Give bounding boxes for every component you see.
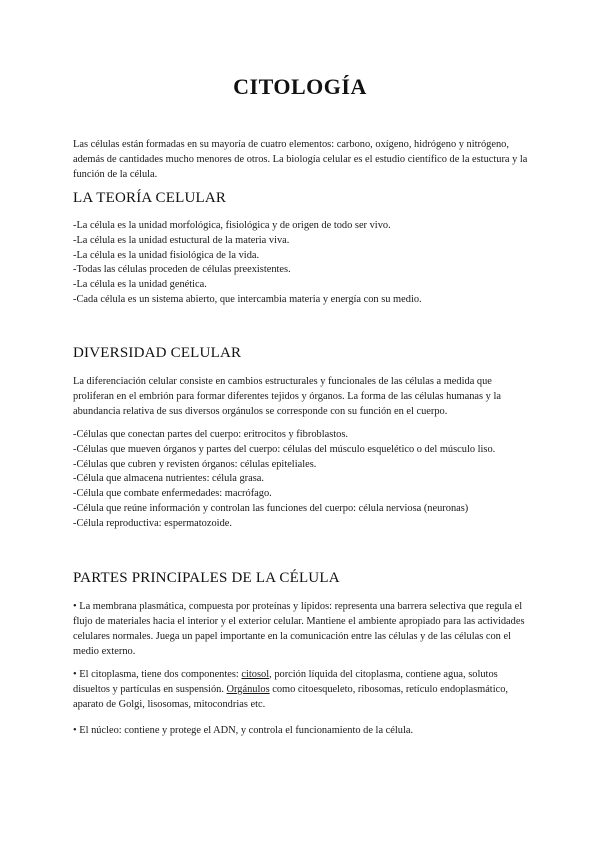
list-item: -Célula que almacena nutrientes: célula grasa. [73, 473, 264, 485]
list-item: -Cada célula es un sistema abierto, que intercambia materia y energía con su medio. [73, 293, 422, 305]
list-item: -Célula reproductiva: espermatozoide. [73, 517, 232, 529]
diversidad-paragraph: La diferenciación celular consiste en cambios estructurales y funcionales de las células a medida que proliferan en el embrión para formar diferentes tejidos y órganos. La forma de las células humanas y la abundancia relativa de sus diversos orgánulos se corresponde con su función en el cuerpo. [73, 376, 501, 417]
page-title: CITOLOGÍA [233, 74, 367, 99]
citoplasma-text-c: como citoesqueleto, ribosomas, retículo endoplasmático, aparato de Golgi, lisosomas, mitocondrias etc. [73, 684, 508, 710]
list-item: -La célula es la unidad genética. [73, 279, 207, 291]
intro-paragraph: Las células están formadas en su mayoría de cuatro elementos: carbono, oxígeno, hidrógeno y nitrógeno, además de cantidades mucho menores de otros. La biología celular es el estudio científico de la estuctura y la función de la célula. [73, 139, 528, 180]
list-item: -Células que mueven órganos y partes del cuerpo: células del músculo esquelético o del músculo liso. [73, 443, 496, 455]
teoria-list [73, 219, 543, 308]
citoplasma-text-a: • El citoplasma, tiene dos componentes: [73, 669, 242, 680]
diversidad-list [73, 428, 543, 532]
nucleo-paragraph: • El núcleo: contiene y protege el ADN, y controla el funcionamiento de la célula. [73, 725, 414, 736]
list-item: -Células que cubren y revisten órganos: células epiteliales. [73, 458, 317, 470]
list-item: -Todas las células proceden de células preexistentes. [73, 264, 291, 276]
heading-teoria-celular: LA TEORÍA CELULAR [73, 190, 227, 206]
citoplasma-text-b: , porción líquida del citoplasma, contiene agua, solutos disueltos y partículas en suspensión. [73, 669, 498, 695]
list-item: -Célula que reúne información y controlan las funciones del cuerpo: célula nerviosa (neuronas) [73, 502, 469, 514]
heading-diversidad-celular: DIVERSIDAD CELULAR [73, 345, 242, 361]
list-item: -La célula es la unidad estuctural de la materia viva. [73, 234, 290, 246]
list-item: -Célula que combate enfermedades: macrófago. [73, 488, 272, 500]
list-item: -Células que conectan partes del cuerpo: eritrocitos y fibroblastos. [73, 429, 348, 440]
list-item: -La célula es la unidad fisiológica de la vida. [73, 249, 260, 261]
organulos-term: Orgánulos [226, 684, 270, 695]
membrana-paragraph: • La membrana plasmática, compuesta por proteínas y lípidos: representa una barrera selectiva que regula el flujo de materiales hacia el interior y el exterior celular. Mantiene el ambiente apropiado para las actividades celulares normales. Juega un papel importante en la comunicación entre las células y de las células con el medio externo. [73, 601, 525, 657]
list-item: -La célula es la unidad morfológica, fisiológica y de origen de todo ser vivo. [73, 220, 391, 231]
citoplasma-paragraph [73, 667, 533, 712]
citosol-term: citosol [241, 669, 270, 680]
heading-partes-principales: PARTES PRINCIPALES DE LA CÉLULA [73, 570, 340, 586]
